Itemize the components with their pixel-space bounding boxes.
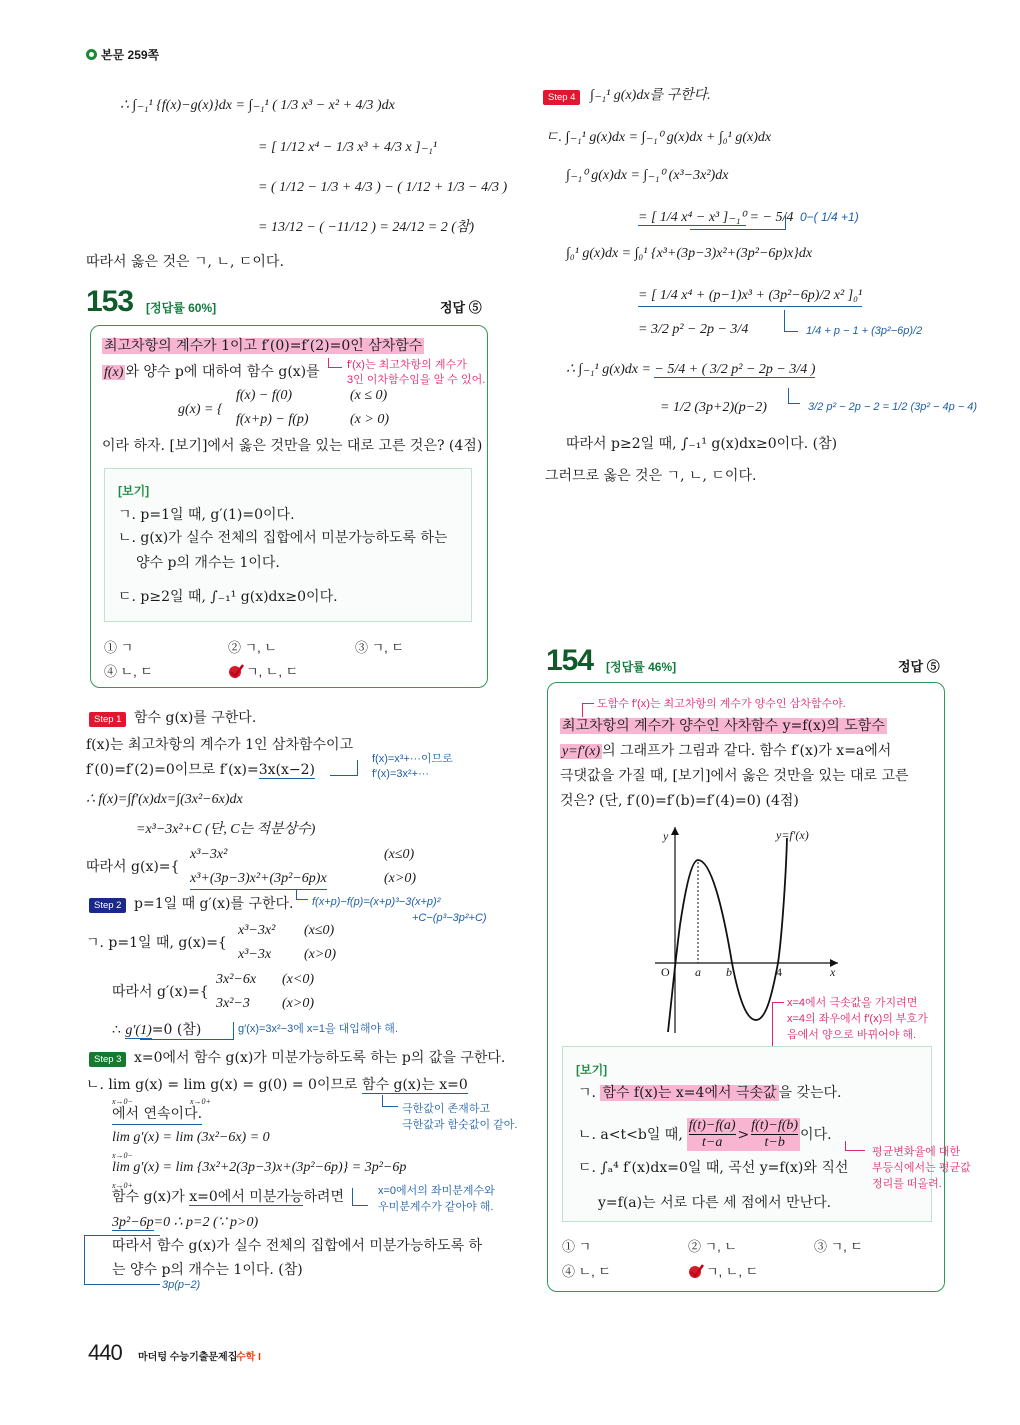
step-3-title: x=0에서 함수 g(x)가 미분가능하도록 하는 p의 값을 구한다. <box>134 1050 506 1066</box>
s2-line-1-lhs: ㄱ. p=1일 때, g(x)={ <box>86 935 227 951</box>
choice-1[interactable]: ① ㄱ <box>562 1239 592 1254</box>
step-3-tag: Step 3 <box>89 1052 126 1067</box>
bracket-connector <box>296 890 308 900</box>
bracket-connector <box>788 388 800 404</box>
s3-note-3: 3p(p−2) <box>162 1279 201 1291</box>
problem-154-stem-4: 것은? (단, f′(0)=f′(b)=f′(4)=0) (4점) <box>560 793 799 809</box>
choice-4[interactable]: ④ ㄴ, ㄷ <box>104 664 153 679</box>
bogi-note-2: 부등식에서는 평균값 <box>872 1162 971 1174</box>
s4-line-2: ∫₋₁⁰ g(x)dx = ∫₋₁⁰ (x³−3x²)dx <box>566 168 729 183</box>
bogi-item-2-cont: 양수 p의 개수는 1이다. <box>136 555 280 571</box>
choice-5-selected[interactable]: ㄱ, ㄴ, ㄷ <box>228 661 298 680</box>
graph-4-label: 4 <box>776 965 782 979</box>
choice-2[interactable]: ② ㄱ, ㄴ <box>228 640 277 655</box>
s3-note-2b: 우미분계수가 같아야 해. <box>378 1201 494 1213</box>
problem-153-number: 153 <box>86 285 134 318</box>
bogi-154-item-2: ㄴ. a<t<b일 때, f(t)−f(a) t−a > f(t)−f(b) t−b 이다. <box>578 1118 832 1150</box>
graph-y-label: y <box>663 829 669 843</box>
s1-cond-2: (x>0) <box>384 871 416 886</box>
step-1-title: 함수 g(x)를 구한다. <box>134 710 257 726</box>
problem-154-stem-2: y=f′(x) 의 그래프가 그림과 같다. 함수 f′(x)가 x=a에서 <box>562 743 892 759</box>
s4-line-8: = 1/2 (3p+2)(p−2) <box>660 400 767 415</box>
s2-cond-1: (x≤0) <box>304 923 335 938</box>
s2-dcond-1: (x<0) <box>282 972 314 987</box>
step-1-tag: Step 1 <box>89 712 126 727</box>
graph-x-label: x <box>830 965 836 979</box>
problem-154-answer: 정답 ⑤ <box>898 659 940 674</box>
problem-153-note-2: 3인 이차함수임을 알 수 있어. <box>347 374 486 386</box>
s3-line-3: lim g′(x) = lim (3x²−6x) = 0 <box>112 1130 270 1145</box>
bracket-connector <box>330 760 358 776</box>
s2-line-2-lhs: 따라서 g′(x)={ <box>112 984 209 1000</box>
bracket-connector <box>690 215 786 230</box>
s4-note-3: 3/2 p² − 2p − 2 = 1/2 (3p² − 4p − 4) <box>808 401 978 413</box>
s4-note-2: 1/4 + p − 1 + (3p²−6p)/2 <box>806 325 923 337</box>
s1-case-1: x³−3x² <box>190 847 228 862</box>
graph-curve-label: y=f′(x) <box>776 828 809 842</box>
s4-line-3: = [ 1/4 x⁴ − x³ ]₋₁⁰ = − 5/4 <box>638 210 794 225</box>
s4-line-9: 따라서 p≥2일 때, ∫₋₁¹ g(x)dx≥0이다. (참) <box>566 436 838 452</box>
note-arrow <box>845 1141 865 1151</box>
step-2-tag: Step 2 <box>89 898 126 913</box>
graph-note-1: x=4에서 극솟값을 가지려면 <box>787 997 918 1009</box>
g-definition-lhs: g(x) = { <box>178 402 223 417</box>
problem-153-rate: [정답률 60%] <box>146 301 217 315</box>
book-title: 마더텅 수능기출문제집 <box>138 1352 238 1363</box>
bogi-154-item-1: ㄱ. 함수 f(x)는 x=4에서 극솟값 을 갖는다. <box>578 1085 842 1101</box>
s2-line-3: ∴ g′(1)=0 (참) <box>112 1022 202 1038</box>
bracket-connector <box>784 310 798 332</box>
inequality-highlight: f(t)−f(a) t−a > f(t)−f(b) t−b <box>688 1118 799 1150</box>
choice-4[interactable]: ④ ㄴ, ㄷ <box>562 1264 611 1279</box>
note-arrow <box>582 703 594 717</box>
s1-line-3: ∴ f(x)=∫f′(x)dx=∫(3x²−6x)dx <box>86 792 243 807</box>
s1-line-5-lhs: 따라서 g(x)={ <box>86 859 180 875</box>
bogi-label: [보기] <box>118 484 150 498</box>
calc-line-4: = 13/12 − ( −11/12 ) = 24/12 = 2 (참) <box>258 220 475 235</box>
bogi-item-1: ㄱ. p=1일 때, g′(1)=0이다. <box>118 507 295 523</box>
bracket-connector <box>382 1095 398 1107</box>
conclusion-text: 따라서 옳은 것은 ㄱ, ㄴ, ㄷ이다. <box>86 254 284 270</box>
calc-line-1: ∴ ∫₋₁¹ {f(x)−g(x)}dx = ∫₋₁¹ ( 1/3 x³ − x² + 4/3 )dx <box>120 98 395 113</box>
choice-5-selected[interactable]: ㄱ, ㄴ, ㄷ <box>688 1261 758 1280</box>
problem-154-stem-3: 극댓값을 가질 때, [보기]에서 옳은 것만을 있는 대로 고른 <box>560 768 909 784</box>
step-4-title: ∫₋₁¹ g(x)dx를 구한다. <box>590 88 711 103</box>
graph-origin-label: O <box>661 965 670 979</box>
subject-label: 수학 I <box>236 1352 261 1363</box>
s4-conclusion: 그러므로 옳은 것은 ㄱ, ㄴ, ㄷ이다. <box>545 468 757 484</box>
bracket-connector <box>140 1022 234 1040</box>
s1-note-3a: f(x+p)−f(p)=(x+p)³−3(x+p)² <box>312 896 441 908</box>
checkmark-icon <box>228 663 244 679</box>
graph-note-3: 음에서 양으로 바뀌어야 해. <box>787 1029 917 1041</box>
s3-note-2a: x=0에서의 좌미분계수와 <box>378 1185 495 1197</box>
choice-2[interactable]: ② ㄱ, ㄴ <box>688 1239 737 1254</box>
s3-lim-sub-2: x→0+ <box>190 1097 211 1106</box>
s2-cond-2: (x>0) <box>304 947 336 962</box>
choice-1[interactable]: ① ㄱ <box>104 640 134 655</box>
s1-line-1: f(x)는 최고차항의 계수가 1인 삼차함수이고 <box>86 737 354 753</box>
step-2-title: p=1일 때 g′(x)를 구한다. <box>134 896 294 912</box>
s4-line-7: ∴ ∫₋₁¹ g(x)dx = − 5/4 + ( 3/2 p² − 2p − 3/4 ) <box>566 362 816 377</box>
s1-line-4: =x³−3x²+C (단, C는 적분상수) <box>136 822 316 837</box>
s3-line-4-sub: x→0+ <box>112 1181 133 1190</box>
g-case-1: f(x) − f(0) <box>236 388 293 403</box>
problem-153-question: 이라 하자. [보기]에서 옳은 것만을 있는 대로 고른 것은? (4점) <box>102 438 483 454</box>
page-number: 440 <box>88 1340 122 1365</box>
bogi-154-item-3: ㄷ. ∫ₐ⁴ f′(x)dx=0일 때, 곡선 y=f(x)와 직선 <box>578 1160 849 1176</box>
s2-note: g′(x)=3x²−3에 x=1을 대입해야 해. <box>238 1023 398 1035</box>
s4-line-6: = 3/2 p² − 2p − 3/4 <box>638 322 749 337</box>
bogi-note-3: 정리를 떠올려. <box>872 1178 942 1190</box>
s3-lim-sub-1: x→0− <box>112 1097 133 1106</box>
problem-153-stem-1: 최고차항의 계수가 1이고 f′(0)=f′(2)=0인 삼차함수 <box>104 338 423 354</box>
checkmark-icon <box>688 1263 704 1279</box>
g-case-2: f(x+p) − f(p) <box>236 412 309 427</box>
s4-line-5: = [ 1/4 x⁴ + (p−1)x³ + (3p²−6p)/2 x² ]₀¹ <box>638 286 862 307</box>
bogi-item-2: ㄴ. g(x)가 실수 전체의 집합에서 미분가능하도록 하는 <box>118 530 448 546</box>
calc-line-2: = [ 1/12 x⁴ − 1/3 x³ + 4/3 x ]₋₁¹ <box>258 140 438 155</box>
problem-153-stem-2: f(x) 와 양수 p에 대하여 함수 g(x)를 <box>104 364 320 380</box>
bullet-circle-icon <box>86 49 97 60</box>
s1-note-3b: +C−(p³−3p²+C) <box>412 912 487 924</box>
g-cond-1: (x ≤ 0) <box>350 388 388 403</box>
s2-case-1: x³−3x² <box>238 923 276 938</box>
problem-154-rate: [정답률 46%] <box>606 660 677 674</box>
bracket-connector <box>352 1188 368 1206</box>
s3-line-5: 함수 g(x)가 x=0에서 미분가능하려면 <box>112 1189 344 1205</box>
s1-note-2: f′(x)=3x²+··· <box>372 768 430 780</box>
problem-153-answer: 정답 ⑤ <box>440 300 482 315</box>
s3-line-4: lim g′(x) = lim {3x²+2(3p−3)x+(3p²−6p)} = 3p²−6p <box>112 1160 407 1175</box>
choice-3[interactable]: ③ ㄱ, ㄷ <box>355 640 404 655</box>
bogi-note-1: 평균변화율에 대한 <box>872 1146 961 1158</box>
s4-line-4: ∫₀¹ g(x)dx = ∫₀¹ {x³+(3p−3)x²+(3p²−6p)x}dx <box>566 246 813 261</box>
g-cond-2: (x > 0) <box>350 412 389 427</box>
problem-153-note-1: f′(x)는 최고차항의 계수가 <box>347 359 467 371</box>
bogi-label: [보기] <box>576 1063 608 1077</box>
bogi-item-3: ㄷ. p≥2일 때, ∫₋₁¹ g(x)dx≥0이다. <box>118 589 338 605</box>
s2-case-2: x³−3x <box>238 947 272 962</box>
s4-line-1: ㄷ. ∫₋₁¹ g(x)dx = ∫₋₁⁰ g(x)dx + ∫₀¹ g(x)dx <box>545 130 772 145</box>
s1-cond-1: (x≤0) <box>384 847 415 862</box>
s1-note-1: f(x)=x³+···이므로 <box>372 753 453 765</box>
bogi-154-item-3-cont: y=f(a)는 서로 다른 세 점에서 만난다. <box>598 1195 832 1211</box>
graph-a-label: a <box>695 965 701 979</box>
s3-note-1b: 극한값과 함숫값이 같아. <box>402 1119 518 1131</box>
s3-line-2: 에서 연속이다. <box>112 1104 202 1125</box>
problem-154-number: 154 <box>546 644 594 677</box>
page-header <box>86 46 159 63</box>
s3-line-8: 는 양수 p의 개수는 1이다. (참) <box>112 1262 303 1278</box>
s2-dcond-2: (x>0) <box>282 996 314 1011</box>
s1-case-2: x³+(3p−3)x²+(3p²−6p)x <box>190 869 327 890</box>
graph-b-label: b <box>726 965 732 979</box>
s3-line-6: 3p²−6p=0 ∴ p=2 (∵ p>0) <box>112 1215 259 1230</box>
s3-note-1a: 극한값이 존재하고 <box>402 1103 491 1115</box>
s1-line-2: f′(0)=f′(2)=0이므로 f′(x)=3x(x−2) <box>86 762 315 778</box>
s3-line-1: ㄴ. lim g(x) = lim g(x) = g(0) = 0이므로 함수 g(x)는 x=0 <box>86 1077 468 1093</box>
problem-154-stem-1: 최고차항의 계수가 양수인 사차함수 y=f(x)의 도함수 <box>562 718 885 734</box>
note-arrow <box>328 358 342 368</box>
choice-3[interactable]: ③ ㄱ, ㄷ <box>814 1239 863 1254</box>
s4-note-1: 0−( 1/4 +1) <box>800 210 859 224</box>
problem-154-note-top: 도함수 f′(x)는 최고차항의 계수가 양수인 삼차함수야. <box>597 698 846 710</box>
s2-dcase-2: 3x²−3 <box>216 996 250 1011</box>
calc-line-3: = ( 1/12 − 1/3 + 4/3 ) − ( 1/12 + 1/3 − 4/3 ) <box>258 180 508 195</box>
graph-note-2: x=4의 좌우에서 f′(x)의 부호가 <box>787 1013 928 1025</box>
reference-label: 본문 259쪽 <box>101 48 160 62</box>
s2-dcase-1: 3x²−6x <box>216 972 257 987</box>
s3-line-3-sub: x→0− <box>112 1151 133 1160</box>
s3-line-7: 따라서 함수 g(x)가 실수 전체의 집합에서 미분가능하도록 하 <box>112 1238 482 1254</box>
step-4-tag: Step 4 <box>543 90 580 105</box>
